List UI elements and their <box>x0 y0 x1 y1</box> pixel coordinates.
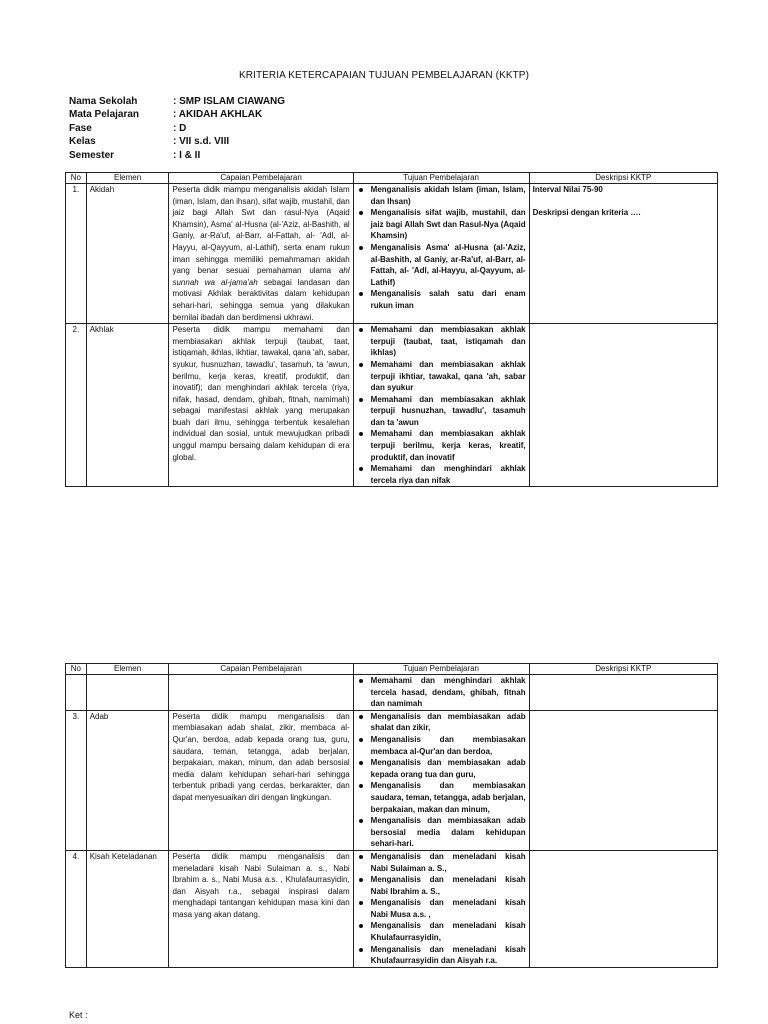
capaian-text: sebagai landasan dan motivasi Akhlak beraktivitas dalam kehidupan sehari-hari, sehingga semua yang dilakukan bernilai ibadah dan berdimensi ukhrawi. <box>172 277 350 322</box>
list-item: Menganalisis akidah Islam (iman, Islam, dan Ihsan) <box>357 184 526 207</box>
list-item: Memahami dan menghindari akhlak tercela hasad, dendam, ghibah, fitnah dan namimah <box>357 675 526 710</box>
cell-deskripsi <box>529 710 717 850</box>
cell-tujuan <box>353 184 529 324</box>
school-info <box>69 95 285 162</box>
document-title: KRITERIA KETERCAPAIAN TUJUAN PEMBELAJARAN (KKTP) <box>238 70 530 81</box>
cell-tujuan <box>353 850 529 967</box>
header-deskripsi: Deskripsi KKTP <box>529 664 717 675</box>
cell-capaian: Peserta didik mampu menganalisis dan meneladani kisah Nabi Sulaiman a. s., Nabi Ibrahim a. s., Nabi Musa a.s. , Khulafaurrasyidin, dan Aisyah r.a., sebagai inspirasi dalam menghadapi tantangan kehidupan masa kini dan masa yang akan datang. <box>169 850 353 967</box>
deskripsi-line: Interval Nilai 75-90 <box>532 185 603 194</box>
cell-elemen: Kisah Keteladanan <box>86 850 169 967</box>
header-tujuan: Tujuan Pembelajaran <box>353 664 529 675</box>
list-item: Menganalisis Asma' al-Husna (al-'Aziz, al-Bashith, al Ganiy, ar-Ra'uf, al-Barr, al-Fattah, al- 'Adl, al-Hayyu, al-Qayyum, al-Lathif) <box>357 242 526 288</box>
list-item: Memahami dan membiasakan akhlak terpuji berilmu, kerja keras, kreatif, produktif, dan inovatif <box>357 428 526 463</box>
header-deskripsi: Deskripsi KKTP <box>529 173 717 184</box>
cell-no: 2. <box>66 324 87 487</box>
deskripsi-line <box>533 196 714 208</box>
cell-deskripsi <box>529 850 717 967</box>
list-item: Menganalisis dan membiasakan adab kepada orang tua dan guru, <box>357 757 526 780</box>
info-row-subject <box>69 108 285 121</box>
header-tujuan: Tujuan Pembelajaran <box>353 173 529 184</box>
cell-deskripsi <box>529 675 717 711</box>
info-value: : VII s.d. VIII <box>173 136 230 148</box>
tujuan-list <box>357 851 526 967</box>
tujuan-list <box>357 184 526 312</box>
cell-tujuan <box>353 675 529 711</box>
info-value: : I & II <box>173 149 201 161</box>
info-label: Nama Sekolah <box>69 96 138 107</box>
info-row-class <box>69 135 285 148</box>
header-no: No <box>66 664 87 675</box>
cell-no: 4. <box>66 850 87 967</box>
table-row <box>66 675 718 711</box>
list-item: Memahami dan membiasakan akhlak terpuji ikhtiar, tawakal, qana 'ah, sabar dan syukur <box>357 359 526 394</box>
capaian-italic-text: ahl sunnah wa al-jama'ah <box>172 266 350 287</box>
info-row-semester <box>69 149 285 162</box>
info-value: : SMP ISLAM CIAWANG <box>173 96 286 107</box>
header-no: No <box>66 173 87 184</box>
info-label: Kelas <box>69 136 96 148</box>
header-capaian: Capaian Pembelajaran <box>169 664 353 675</box>
table-header-row <box>66 664 718 675</box>
cell-capaian: Peserta didik mampu menganalisis dan membiasakan adab shalat, zikir, membaca al-Qur'an, berdoa, adab kepada orang tua, guru, saudara, teman, tetangga, adab berjalan, berpakaian, makan, minum, dan adab bersosial media dalam kehidupan sehari-hari sehingga terbentuk pribadi yang cerdas, berkarakter, dan dapat menyesuaikan diri dengan lingkungan. <box>169 710 353 850</box>
tujuan-list <box>357 675 526 710</box>
footer-note: Ket : <box>69 1010 88 1020</box>
info-value: : D <box>173 122 187 134</box>
cell-tujuan <box>353 710 529 850</box>
table-header-row <box>66 173 718 184</box>
table-row <box>66 850 718 967</box>
list-item: Menganalisis dan membiasakan adab shalat dan zikir, <box>357 711 526 734</box>
header-elemen: Elemen <box>86 173 169 184</box>
kktp-table-1 <box>65 172 718 487</box>
kktp-table-2 <box>65 663 718 968</box>
list-item: Menganalisis dan meneladani kisah Khulafaurrasyidin dan Aisyah r.a. <box>357 944 526 967</box>
list-item: Menganalisis dan membiasakan saudara, teman, tetangga, adab berjalan, berpakaian, makan dan minum, <box>357 780 526 815</box>
list-item: Menganalisis sifat wajib, mustahil, dan jaiz bagi Allah Swt dan Rasul-Nya (Aqaid Khamsin) <box>357 207 526 242</box>
list-item: Menganalisis dan meneladani kisah Nabi Sulaiman a. S., <box>357 851 526 874</box>
info-row-school <box>69 95 285 108</box>
list-item: Menganalisis dan meneladani kisah Nabi Ibrahim a. S., <box>357 874 526 897</box>
header-capaian: Capaian Pembelajaran <box>169 173 353 184</box>
info-value: : AKIDAH AKHLAK <box>173 109 263 121</box>
cell-elemen: Adab <box>86 710 169 850</box>
cell-capaian <box>169 675 353 711</box>
cell-elemen <box>86 675 169 711</box>
table-row <box>66 184 718 324</box>
list-item: Menganalisis dan membiasakan adab bersosial media dalam kehidupan sehari-hari. <box>357 815 526 850</box>
info-label: Fase <box>69 122 92 134</box>
cell-deskripsi <box>529 324 717 487</box>
cell-tujuan <box>353 324 529 487</box>
tujuan-list <box>357 711 526 850</box>
tujuan-list <box>357 324 526 486</box>
header-elemen: Elemen <box>86 664 169 675</box>
list-item: Menganalisis dan membiasakan membaca al-Qur'an dan berdoa, <box>357 734 526 757</box>
list-item: Menganalisis dan meneladani kisah Khulafaurrasyidin, <box>357 920 526 943</box>
cell-elemen: Akidah <box>86 184 169 324</box>
list-item: Memahami dan membiasakan akhlak terpuji husnuzhan, tawadlu', tasamuh dan ta 'awun <box>357 394 526 429</box>
cell-no: 1. <box>66 184 87 324</box>
cell-deskripsi <box>529 184 717 324</box>
info-label: Semester <box>69 149 115 161</box>
info-label: Mata Pelajaran <box>69 109 140 121</box>
cell-no <box>66 675 87 711</box>
table-row <box>66 710 718 850</box>
cell-capaian <box>169 184 353 324</box>
cell-elemen: Akhlak <box>86 324 169 487</box>
capaian-text: Peserta didik mampu menganalisis akidah Islam (iman, Islam, dan ihsan), sifat wajib, mustahil, dan jaiz bagi Allah Swt dan rasul-Nya (Aqaid Khamsin), Asma' al-Husna (al-'Aziz, al-Bashith, al Ganiy, ar-Ra'uf, al-Barr, al-Fattah, al- 'Adl, al-Hayyu, al-Qayyum, al-Lathif), serta enam rukun iman sehingga memiliki pemahmaman akidah yang benar sesuai pemahaman ulama <box>172 185 350 276</box>
table-row <box>66 324 718 487</box>
info-row-phase <box>69 122 285 135</box>
list-item: Memahami dan membiasakan akhlak terpuji (taubat, taat, istiqamah dan ikhlas) <box>357 324 526 359</box>
deskripsi-line: Deskripsi dengan kriteria …. <box>532 208 641 218</box>
cell-capaian <box>169 324 353 487</box>
list-item: Memahami dan menghindari akhlak tercela riya dan nifak <box>357 463 526 486</box>
cell-no: 3. <box>66 710 87 850</box>
list-item: Menganalisis salah satu dari enam rukun iman <box>357 288 526 311</box>
capaian-text: Peserta didik mampu memahami dan membiasakan akhlak terpuji (taubat, taat, istiqamah, ikhlas, ikhtiar, tawakal, qana 'ah, sabar, syukur, husnuzhan, tawadlu', tasamuh, ta 'awun, berilmu, kerja keras, kreatif, produktif, dan inovatif); dan menghindari akhlak tercela (riya, nifak, hasad, dendam, ghibah, fitnah, namimah) sebagai manifestasi akhlak yang merupakan buah dari ilmu, sehingga terbentuk kesalehan individual dan sosial, untuk mewujudkan pribadi unggul mampu bersaing dalam kehidupan di era global. <box>172 325 350 462</box>
list-item: Menganalisis dan meneladani kisah Nabi Musa a.s. , <box>357 897 526 920</box>
